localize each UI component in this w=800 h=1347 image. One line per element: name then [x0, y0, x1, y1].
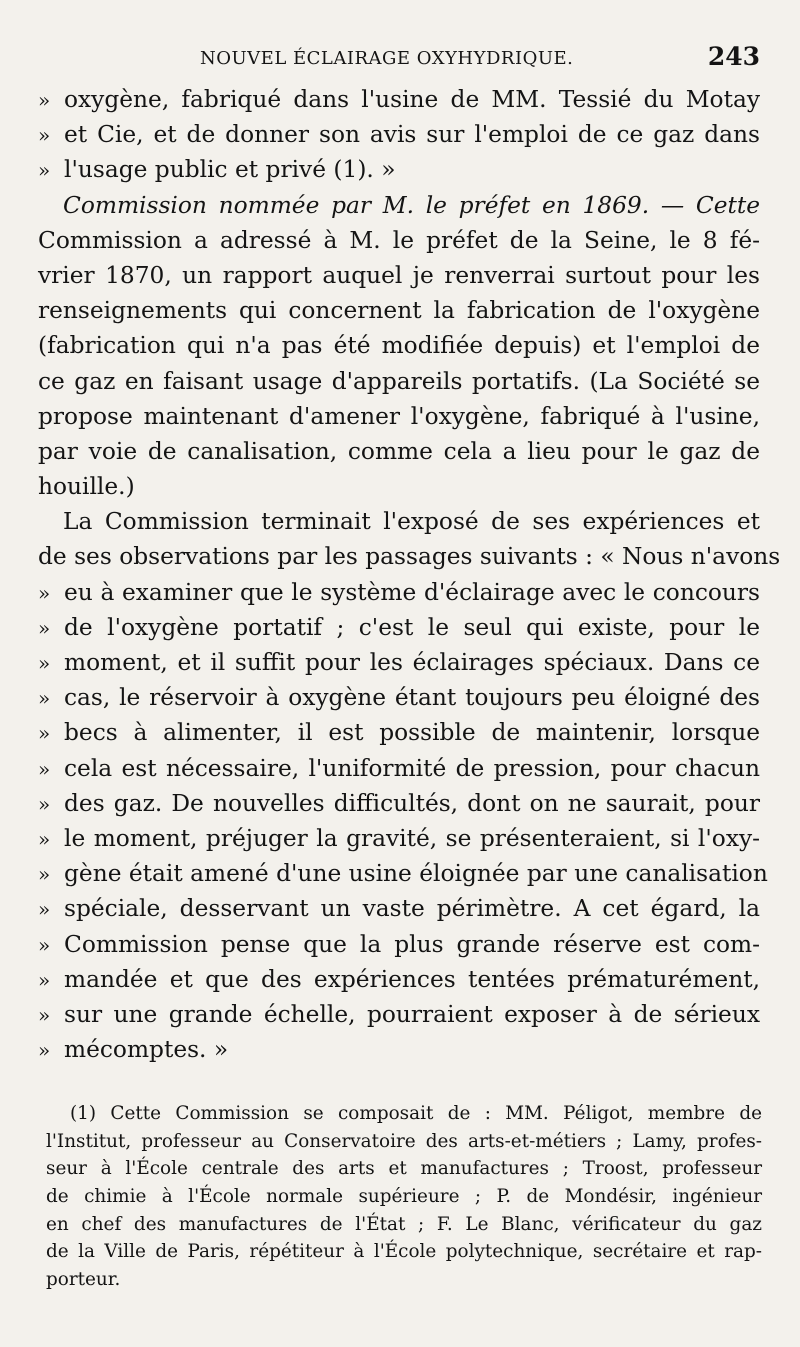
line-text: moment, et il suffit pour les éclairages spéciaux. Dans ce: [64, 649, 760, 676]
guillemet: »: [38, 1038, 51, 1063]
quote-line: [38, 610, 760, 645]
section-heading-line: [38, 188, 760, 223]
text-line: [38, 469, 760, 504]
quote-line: [38, 997, 760, 1032]
footnote: [46, 1100, 762, 1294]
guillemet: »: [38, 580, 51, 605]
quote-line: [38, 927, 760, 962]
line-text: becs à alimenter, il est possible de maintenir, lorsque: [64, 719, 760, 747]
text-line: [38, 539, 781, 574]
quote-line: [38, 856, 768, 891]
footnote-line: en chef des manufactures de l'État ; F. Le Blanc, vérificateur du gaz: [46, 1213, 762, 1235]
line-text: spéciale, desservant un vaste périmètre. A cet égard, la: [64, 895, 760, 923]
quote-line: [38, 751, 760, 786]
line-text: de ses observations par les passages suivants : « Nous n'avons: [38, 543, 781, 571]
quote-line: [38, 786, 760, 821]
line-text: vrier 1870, un rapport auquel je renverrai surtout pour les: [38, 261, 760, 289]
line-text: de l'oxygène portatif ; c'est le seul qui existe, pour le: [64, 613, 760, 641]
guillemet: »: [38, 932, 51, 957]
footnote-line: l'Institut, professeur au Conservatoire des arts-et-métiers ; Lamy, profes-: [46, 1130, 762, 1152]
quote-line: [38, 1032, 760, 1067]
guillemet: »: [38, 897, 51, 922]
line-text: Commission nommée par M. le préfet en 1869. — Cette: [63, 191, 760, 219]
guillemet: »: [38, 651, 51, 675]
footnote-line: (1) Cette Commission se composait de : MM. Péligot, membre de: [70, 1103, 762, 1124]
quote-line: [38, 645, 760, 680]
guillemet: »: [38, 615, 51, 640]
line-text: La Commission terminait l'exposé de ses expériences et: [63, 508, 760, 536]
paragraph-start-line: [38, 504, 760, 539]
text-line: [38, 364, 760, 399]
line-text: renseignements qui concernent la fabrication de l'oxygène: [38, 297, 760, 325]
line-text: sur une grande échelle, pourraient exposer à de sérieux: [64, 1000, 760, 1028]
running-head: NOUVEL ÉCLAIRAGE OXYHYDRIQUE.: [200, 48, 574, 69]
line-text: le moment, préjuger la gravité, se présenteraient, si l'oxy-: [64, 824, 760, 852]
guillemet: »: [38, 862, 51, 887]
guillemet: »: [38, 88, 51, 112]
footnote-line: de la Ville de Paris, répétiteur à l'École polytechnique, secrétaire et rap-: [46, 1241, 762, 1263]
line-text: Commission pense que la plus grande réserve est com-: [64, 930, 760, 958]
text-line: [38, 223, 760, 258]
text-line: [38, 152, 760, 187]
text-line: [38, 399, 760, 434]
line-text: des gaz. De nouvelles difficultés, dont on ne saurait, pour: [64, 789, 760, 817]
guillemet: »: [38, 123, 51, 148]
text-line: [38, 293, 760, 328]
line-text: cas, le réservoir à oxygène étant toujours peu éloigné des: [64, 684, 760, 712]
line-text: ce gaz en faisant usage d'appareils portatifs. (La Société se: [38, 367, 760, 395]
text-line: [38, 434, 760, 469]
line-text: par voie de canalisation, comme cela a lieu pour le gaz de: [38, 437, 760, 465]
line-text: oxygène, fabriqué dans l'usine de MM. Tessié du Motay: [64, 86, 760, 113]
guillemet: »: [38, 686, 51, 711]
quote-line: [38, 821, 760, 856]
line-text: mécomptes. »: [64, 1036, 229, 1064]
text-line: [38, 117, 760, 152]
footnote-line: seur à l'École centrale des arts et manufactures ; Troost, professeur: [46, 1158, 762, 1180]
quote-line: [38, 962, 760, 997]
body-text: [38, 82, 781, 1067]
line-text: gène était amené d'une usine éloignée par une canalisation: [64, 860, 768, 888]
guillemet: »: [38, 967, 51, 992]
text-line: [38, 258, 760, 293]
footnote-line: porteur.: [46, 1269, 121, 1291]
guillemet: »: [38, 1002, 51, 1027]
page-header: [38, 42, 760, 78]
quote-line: [38, 891, 760, 926]
page-number: 243: [707, 42, 760, 71]
line-text: eu à examiner que le système d'éclairage avec le concours: [64, 578, 760, 606]
footnote-line: de chimie à l'École normale supérieure ; P. de Mondésir, ingénieur: [46, 1186, 762, 1208]
quote-line: [38, 680, 760, 715]
line-text: propose maintenant d'amener l'oxygène, fabriqué à l'usine,: [38, 402, 760, 430]
line-text: mandée et que des expériences tentées prématurément,: [64, 965, 760, 993]
line-text: (fabrication qui n'a pas été modifiée depuis) et l'emploi de: [38, 332, 760, 360]
guillemet: »: [38, 826, 51, 851]
line-text: l'usage public et privé (1). »: [64, 156, 396, 184]
guillemet: »: [38, 791, 51, 816]
text-line: [38, 328, 760, 363]
line-text: Commission a adressé à M. le préfet de la Seine, le 8 fé-: [38, 226, 760, 254]
line-text: houille.): [38, 473, 135, 501]
guillemet: »: [38, 158, 51, 183]
line-text: cela est nécessaire, l'uniformité de pression, pour chacun: [64, 754, 760, 782]
line-text: et Cie, et de donner son avis sur l'emploi de ce gaz dans: [64, 121, 760, 149]
guillemet: »: [38, 721, 51, 746]
quote-line: [38, 715, 760, 750]
text-line: [38, 82, 760, 117]
guillemet: »: [38, 756, 51, 781]
quote-line: [38, 575, 760, 610]
